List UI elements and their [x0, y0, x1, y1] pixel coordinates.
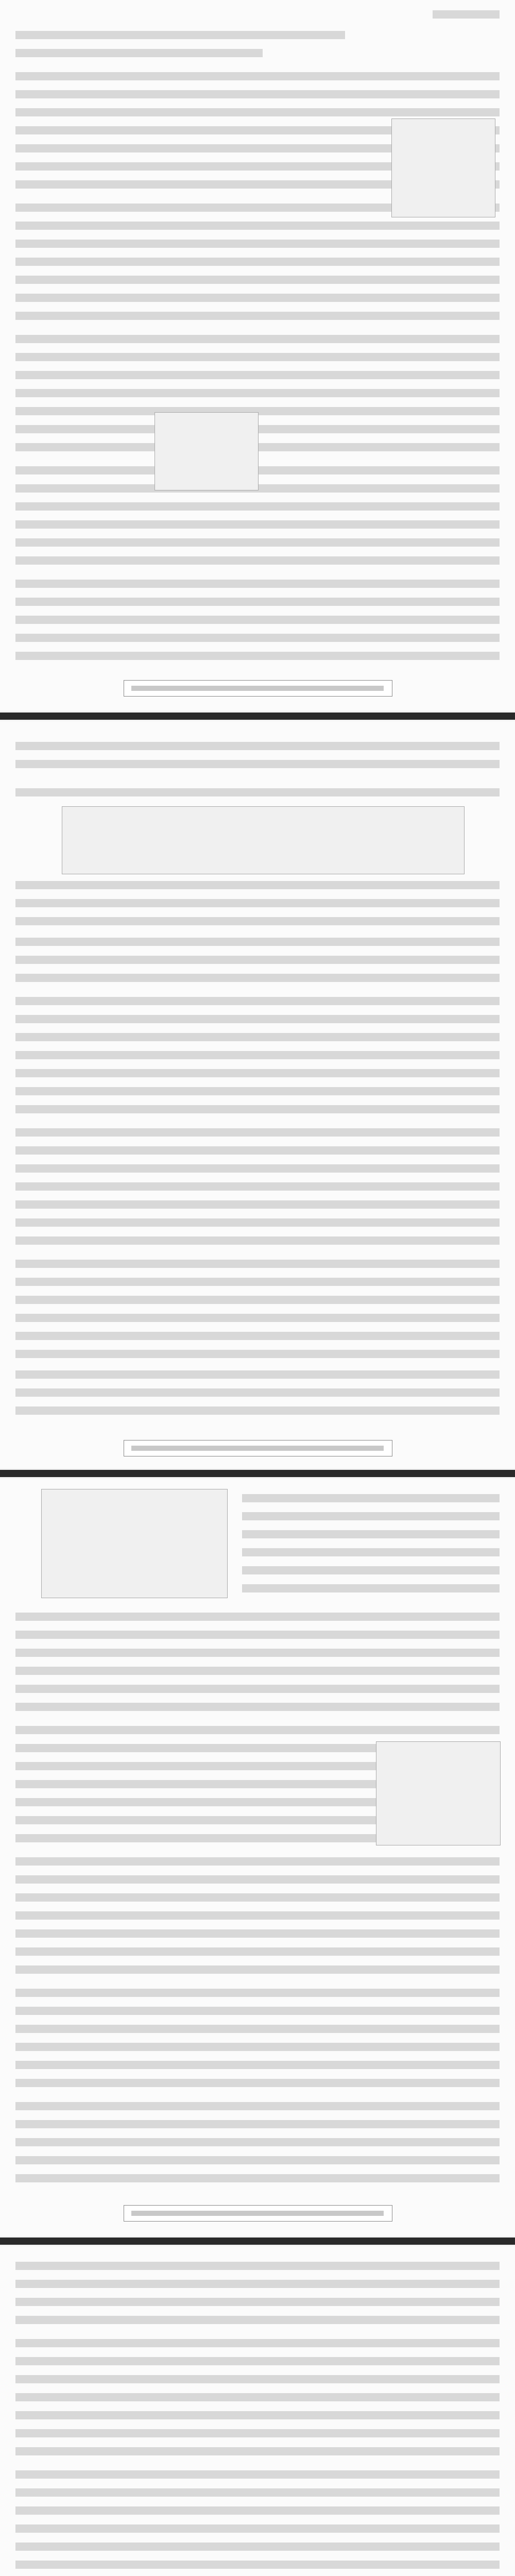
- text-line: [15, 2102, 500, 2110]
- text-line: [15, 353, 500, 361]
- text-line: [15, 389, 500, 397]
- text-line: [15, 1278, 500, 1286]
- text-line: [15, 760, 500, 768]
- text-line: [15, 1051, 500, 1059]
- page-2: [0, 721, 515, 1468]
- text-line: [15, 1105, 500, 1113]
- text-line: [15, 2393, 500, 2401]
- footer-text: [131, 2211, 384, 2216]
- text-line: [15, 2488, 500, 2497]
- text-line: [15, 72, 500, 80]
- text-line: [242, 1494, 500, 1502]
- text-line: [15, 294, 500, 302]
- text-line: [15, 1236, 500, 1245]
- text-line: [15, 2357, 500, 2365]
- text-line: [15, 1350, 500, 1358]
- text-line: [15, 881, 500, 889]
- text-line: [15, 1703, 500, 1711]
- page-footer: [124, 1440, 392, 1456]
- text-line: [15, 1685, 500, 1693]
- text-line: [15, 1929, 500, 1938]
- text-line: [15, 1667, 500, 1675]
- figure: [391, 118, 495, 217]
- text-line: [15, 917, 500, 925]
- text-line: [15, 2138, 500, 2146]
- text-line: [15, 1260, 500, 1268]
- text-line: [15, 108, 500, 116]
- text-line: [15, 788, 500, 796]
- footer-text: [131, 686, 384, 691]
- text-line: [15, 1332, 500, 1340]
- text-line: [15, 598, 500, 606]
- text-line: [15, 938, 500, 946]
- text-line: [15, 2339, 500, 2347]
- text-line: [15, 1069, 500, 1077]
- text-line: [15, 2506, 500, 2515]
- text-line: [15, 1128, 500, 1137]
- footer-text: [131, 1446, 384, 1451]
- text-line: [15, 634, 500, 642]
- figure: [154, 412, 259, 490]
- figure: [41, 1489, 228, 1598]
- text-line: [15, 1857, 500, 1866]
- text-line: [15, 335, 500, 343]
- text-line: [242, 1530, 500, 1538]
- text-line: [15, 2316, 500, 2324]
- text-line: [15, 2561, 500, 2569]
- text-line: [242, 1584, 500, 1592]
- text-line: [15, 1087, 500, 1095]
- text-line: [15, 258, 500, 266]
- page-3: [0, 1479, 515, 2236]
- text-line: [15, 1218, 500, 1227]
- text-line: [15, 1947, 500, 1956]
- text-line: [15, 1015, 500, 1023]
- page-separator: [0, 2238, 515, 2245]
- text-line: [15, 556, 500, 565]
- text-line: [15, 2262, 500, 2270]
- text-line: [15, 2061, 500, 2069]
- text-line: [15, 2174, 500, 2182]
- text-line: [15, 997, 500, 1005]
- text-line: [15, 2429, 500, 2437]
- text-line: [15, 1649, 500, 1657]
- text-line: [433, 10, 500, 19]
- text-line: [15, 49, 263, 57]
- text-line: [15, 2120, 500, 2128]
- text-line: [15, 1164, 500, 1173]
- page-separator: [0, 1470, 515, 1477]
- text-line: [15, 90, 500, 98]
- text-line: [15, 2043, 500, 2051]
- text-line: [15, 899, 500, 907]
- text-line: [15, 2156, 500, 2164]
- text-line: [15, 1314, 500, 1322]
- text-line: [15, 520, 500, 529]
- text-line: [15, 2524, 500, 2533]
- text-line: [242, 1566, 500, 1574]
- text-line: [15, 538, 500, 547]
- text-line: [15, 652, 500, 660]
- text-line: [15, 276, 500, 284]
- text-line: [15, 312, 500, 320]
- text-line: [15, 1406, 500, 1415]
- text-line: [15, 2007, 500, 2015]
- text-line: [15, 2280, 500, 2288]
- text-line: [15, 2411, 500, 2419]
- text-line: [15, 1182, 500, 1191]
- text-line: [15, 1631, 500, 1639]
- text-line: [15, 616, 500, 624]
- text-line: [15, 1911, 500, 1920]
- text-line: [15, 1146, 500, 1155]
- page-footer: [124, 2205, 392, 2222]
- text-line: [15, 742, 500, 750]
- text-line: [15, 1726, 500, 1734]
- text-line: [15, 31, 345, 39]
- text-line: [15, 956, 500, 964]
- figure: [376, 1741, 501, 1845]
- text-line: [15, 2025, 500, 2033]
- text-line: [15, 222, 500, 230]
- text-line: [15, 1388, 500, 1397]
- text-line: [15, 2298, 500, 2306]
- text-line: [15, 1296, 500, 1304]
- text-line: [15, 502, 500, 511]
- page-1: [0, 0, 515, 711]
- text-line: [15, 2375, 500, 2383]
- text-line: [15, 974, 500, 982]
- text-line: [15, 1370, 500, 1379]
- text-line: [15, 1989, 500, 1997]
- text-line: [15, 580, 500, 588]
- text-line: [15, 1200, 500, 1209]
- text-line: [15, 240, 500, 248]
- text-line: [15, 1613, 500, 1621]
- text-line: [15, 2470, 500, 2479]
- text-line: [15, 1033, 500, 1041]
- page-footer: [124, 680, 392, 697]
- text-line: [15, 1875, 500, 1884]
- figure: [62, 806, 465, 874]
- text-line: [15, 2079, 500, 2087]
- page-4: [0, 2246, 515, 2576]
- page-separator: [0, 713, 515, 720]
- text-line: [242, 1512, 500, 1520]
- text-line: [15, 2447, 500, 2455]
- text-line: [15, 1893, 500, 1902]
- text-line: [15, 371, 500, 379]
- text-line: [15, 1965, 500, 1974]
- text-line: [242, 1548, 500, 1556]
- text-line: [15, 2543, 500, 2551]
